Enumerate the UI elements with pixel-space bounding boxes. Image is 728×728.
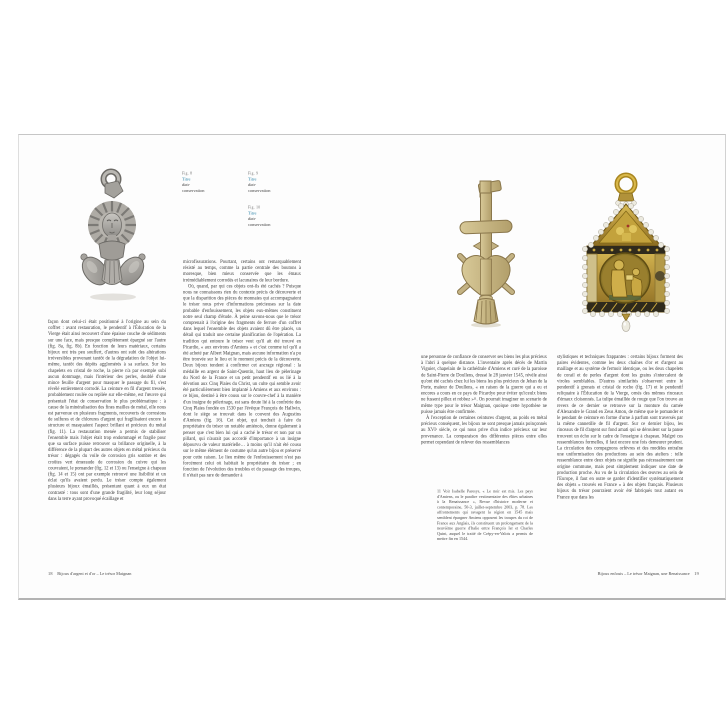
figure-label: Fig. 8: [182, 171, 193, 176]
figure-conservation: conservation: [182, 187, 205, 193]
figure-title: Titre: [248, 176, 257, 182]
body-paragraph: stylistiques et techniques frappantes : certains bijoux forment des paires évidentes, comme les deux chaînes d'or et d'argent au maillage et au système de fermoir identique, ou les deux chapelets de corail et de perles d'argent dont les grains s'intercalent de viroles semblables. D'autres similarités s'observent entre le pendentif à grenats et cristal de roche (fig. 17) et le pendentif reliquaire à l'Éducation de la Vierge, ornés des mêmes rinceaux d'émaux cloisonnés. La tulipe émaillée de rouge que l'on trouve au revers de ce dernier se retrouve sur la monture du camée d'Alexandre le Grand en Zeus Amon, de même que le pomander et le pendant de ceinture en forme d'urne à parfum sont traversés par la même cannetille de fil d'argent. Sur ce dernier bijou, les rinceaux de fil d'argent sur fond amati qui se déroulent sur la panse trouvent un écho sur le cadre de l'enseigne à chapeau. Malgré ces ressemblances formelles, il faut encore une fois demeurer prudent. La circulation des compagnons orfèvres et des modèles entraîne une uniformisation des productions au sein des ateliers : telle ressemblance entre deux objets ne signifie pas nécessairement une origine commune, mais peut simplement indiquer une date de production proche. Au vu de la circulation des œuvres au sein de l'Europe, il faut en outre se garder d'identifier systématiquement des objets « trouvés en France » à des objets français. Plusieurs bijoux du trésor pourraient avoir été fabriqués tout autant en France que dans les: [557, 354, 683, 500]
book-spread: [18, 134, 726, 600]
figure-label: Fig. 10: [248, 205, 261, 210]
right-page-footer: [539, 571, 728, 581]
page-number: 18: [48, 571, 53, 576]
reliquary-pendant-icon: [579, 171, 673, 334]
right-page-column-2: [557, 354, 728, 647]
figure-caption-10: [248, 205, 368, 250]
body-paragraph: une personne de confiance de conserver ses biens les plus précieux à l'abri à quelque distance. L'inventaire après décès de Martin Viguier, chapelain de la cathédrale d'Amiens et curé de la paroisse de Saint-Pierre de Doullens, dressé le 28 janvier 1545, révèle ainsi qu'ont été cachés chez lui les biens les plus précieux de Jehan de la Porte, maïeur de Doullens, « en raison de la guerre qui a eu et encores a cours en ce pays de Picardye pour éviter qu'iceulx biens ne fussent pillez et robbez »¹¹. On pourrait imaginer un scenario de même type pour le trésor Maignan, quoique cette hypothèse ne puisse jamais être confirmée.: [421, 354, 547, 415]
running-title: Bijoux enfouis – Le trésor Maignan, une Renaissance: [597, 571, 690, 576]
figure-date: date: [248, 216, 256, 222]
figure-conservation: conservation: [248, 187, 271, 193]
body-paragraph: Où, quand, par qui ces objets ont-ils été cachés ? Puisque nous ne connaissons rien du contexte précis de découverte et que la disparition des pièces de monnaies qui accompagnaient le trésor nous prive d'informations précieuses sur la date probable d'enfouissement, les objets eux-mêmes constituent notre seul champ d'étude. À peine savons-nous que le trésor comprenait à l'origine des fragments de ferrure d'un coffret dans lequel l'ensemble des objets avaient dû être placés, un détail qui traduit une certaine planification de l'opération. La tradition qui entoure le trésor veut qu'il ait été trouvé en Picardie, « aux environs d'Amiens » et c'est comme tel qu'il a été acheté par Albert Maignan, mais aucune information n'a pu être trouvée sur le lieu et le moment précis de la découverte. Deux bijoux tendent à confirmer cet ancrage régional : la médaille en argent de Saint-Quentin, haut lieu de pèlerinage du Nord de la France et un petit pendentif en os lié à la dévotion aux Cinq Plaies du Christ, un culte qui semble avoir été particulièrement bien implanté à Amiens et aux environs : ce bijou, destiné à être cousu sur le couvre-chef à la manière d'un insigne de pèlerinage, est sans doute lié à la confrérie des Cinq Plaies fondée en 1530 par l'évêque François de Hallwin, dont le siège se trouvait dans le couvent des Augustins d'Amiens (fig. 16). Cet objet, qui tendrait à faire du propriétaire du trésor un notable amiénois, donne également à penser que c'est bien lui qui a caché le trésor et non par un pillard, qui n'aurait pas accordé d'importance à un insigne dépourvu de valeur matérielle… à moins qu'il n'ait été cousu sur le même élément de costume qu'un autre bijou et préservé pour cette raison. Le lieu même de l'enfouissement n'est pas forcément celui où habitait le propriétaire du trésor ; en fonction de l'évolution des troubles et du passage des troupes, il n'était pas rare de demander à: [183, 283, 301, 479]
left-page-column-2: [183, 259, 419, 698]
bone-cross-icon: [455, 179, 517, 329]
left-page-footer: [48, 571, 388, 581]
silver-pendant-icon: [75, 168, 151, 302]
running-title: Bijoux d'argent et d'or – Le trésor Maignan: [57, 571, 132, 576]
footnote-text: 11 Voir Isabelle Paresys, « Le noir est mis. Les pays d'Amiens, ou le paraître vestimentaire des élites urbaines à la Renaissance », Revue d'histoire moderne et contemporaine, 50-3, juillet-septembre 2003, p. 78. Les affrontements qui ravagent la région en 1545 mais semblent épargner Amiens opposent les troupes du roi de France aux Anglais, ils constituent un prolongement de la neuvième guerre d'Italie entre François Ier et Charles Quint, auquel le traité de Crépy-en-Valois a permis de mettre fin en 1544.: [437, 489, 533, 542]
figure-title: Titre: [248, 210, 257, 216]
figure-title: Titre: [182, 176, 191, 182]
figure-date: date: [248, 182, 256, 188]
body-paragraph: façon dont celui-ci était positionné à l'origine au sein du coffret : avant restauration, le pendentif à l'Éducation de la Vierge était ainsi recouvert d'une épaisse couche de sédiments sur une face, mais presque complètement épargné sur l'autre (fig. 8a, fig. 8b). En fonction de leurs matériaux, certains bijoux ont très peu souffert, d'autres ont subi des altérations irréversibles provenant tantôt de la dégradation de l'objet lui-même, tantôt des dépôts agglomérés à sa surface. Sur les chapelets en cristal de roche, la pierre n'a par exemple subi aucun dommage, mais l'intérieur des perles, doublé d'une mince feuille d'argent pour masquer le passage du fil, s'est révélé entièrement corrodé. La ceinture en fil d'argent tressée, probablement roulée ou repliée sur elle-même, est l'œuvre qui présentait l'état de conservation le plus problématique : à cause de la minéralisation des fines mailles de métal, elle nous est parvenue en plusieurs fragments, recouverts de corrosions de sulfures et de chlorures d'argent qui fragilisaient encore la structure et masquaient l'aspect brillant et précieux du métal (fig. 11). La restauration menée a permis de stabiliser l'ensemble mais l'objet était trop endommagé et fragile pour que sa surface puisse retrouver sa brillance originelle, à la différence de la plupart des autres objets en métal précieux du trésor : dégagés du voile de corrosion gris sombre et des croûtes vert émeraude de corrosion du cuivre qui les couvraient, le pomander (fig. 12 et 13) ou l'enseigne à chapeau (fig. 14 et 15) ont par exemple retrouvé une lisibilité et un éclat qu'ils avaient perdu. Le trésor compte également plusieurs bijoux émaillés, présentant quant à eux un état contrasté : tous sont d'une grande fragilité, leur long séjour dans la terre ayant provoqué écaillage et: [48, 319, 166, 502]
bone-cross-photo: [455, 179, 517, 329]
reliquary-pendant-photo: [579, 171, 673, 334]
page-number: 19: [694, 571, 699, 576]
figure-date: date: [182, 182, 190, 188]
body-paragraph: À l'exception de certaines ceintures d'argent, au poids en métal précieux conséquent, les bijoux ne sont presque jamais poinçonnés au XVIᵉ siècle, ce qui nous prive d'un indice précieux sur leur provenance. La comparaison des différentes pièces entre elles permet cependant de relever des ressemblances: [421, 415, 547, 445]
body-paragraph: microfissurations. Pourtant, certains ont remarquablement résisté au temps, comme la partie centrale des boutons à moresque, bien mieux conservée que les émaux irrémédiablement corrodés et lacunaires de leur bordure.: [183, 259, 301, 283]
figure-label: Fig. 9: [248, 171, 259, 176]
figure-conservation: conservation: [248, 221, 271, 227]
silver-pendant-photo: [75, 168, 151, 302]
